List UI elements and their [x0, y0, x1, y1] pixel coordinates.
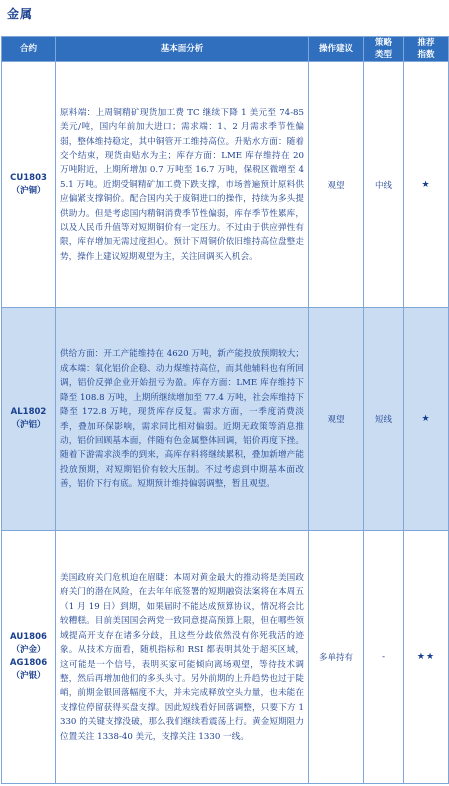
contract-code: AG1806 — [9, 658, 48, 668]
table-row-cu — [2, 62, 449, 308]
header-strategy-line1: 策略 — [374, 38, 392, 48]
strategy-cell: 中线 — [364, 62, 404, 308]
table-row-al — [2, 308, 449, 531]
rec-stars: ★ — [404, 308, 449, 531]
header-rec-line1: 推荐 — [417, 38, 435, 48]
section-title: 金属 — [7, 7, 34, 21]
contract-cell — [2, 62, 56, 308]
metals-strategy-table — [1, 36, 449, 784]
contract-code: CU1803 — [10, 172, 47, 183]
header-rec-line2: 指数 — [417, 50, 435, 60]
header-contract: 合约 — [2, 37, 56, 62]
advice-cell: 多单持有 — [309, 531, 364, 784]
contract-code: AU1806 — [10, 632, 47, 642]
advice-cell: 观望 — [309, 62, 364, 308]
advice-cell: 观望 — [309, 308, 364, 531]
contract-code: AL1802 — [10, 407, 47, 417]
header-strategy — [364, 37, 404, 62]
contract-cell — [2, 308, 56, 531]
contract-name: （沪铜） — [11, 185, 46, 196]
contract-cell — [2, 531, 56, 784]
strategy-cell: 短线 — [364, 308, 404, 531]
analysis-text: 原料端：上周铜精矿现货加工费 TC 继续下降 1 美元至 74-85 美元/吨，国内年前加大进口；需求端：1、2 月需求季节性偏弱，整体维持稳定，其中铜管开工维持高位。升贴水方面：随着交个结束，现货由贴水为主；库存方面：LME 库存维持在 20 万吨附近，上期所增加 0.7 万吨至 16.7 万吨，保税区微增至 45.1 万吨。近期受铜精矿加工费下跌支撑，市场普遍预计原料供应偏紧支撑铜价。配合国内关于废铜进口的操作，持续为多头提供助力。但是考虑国内精铜消费季节性偏弱，库存季节性累库，以及人民币升值等对短期铜价有一定压力。不过由于供应弹性有限，库存增加无需过度担心。预计下周铜价依旧维持高位盘整走势，操作上建议短期观望为主，关注回调买入机会。 — [56, 62, 309, 308]
rec-stars: ★ — [404, 62, 449, 308]
table-header-row — [2, 37, 449, 62]
strategy-cell: - — [364, 531, 404, 784]
contract-name: （沪银） — [11, 671, 46, 681]
table-row-au-ag — [2, 531, 449, 784]
header-strategy-line2: 类型 — [374, 50, 392, 60]
header-advice: 操作建议 — [309, 37, 364, 62]
contract-name: （沪金） — [11, 645, 46, 655]
analysis-text: 美国政府关门危机迫在眉睫：本周对黄金最大的推动将是美国政府关门的潜在风险，在去年年底签署的短期融资法案将在本周五（1 月 19 日）到期，如果届时不能达成预算协议，情况将会比较糟糕。目前美国国会两党一致同意提高预算上限，但在哪些领域提高开支存在诸多分歧，且这些分歧依然没有你死我活的迹象。从技术方面看，随机指标和 RSI 都表明其处于超买区域，这可能是一个信号，表明买家可能倾向离场观望，等待技术调整，然后再增加他们的多头头寸。另外前期的上升趋势也过于陡峭，前期金银回落幅度不大，并未完成释放空头力量，也未能在支撑位停留获得买盘支撑。因此短线看好回落调整，只要下方 1330 的关键支撑没破，那么我们继续看震荡上行。黄金短期阻力位置关注 1338-40 美元，支撑关注 1330 一线。 — [56, 531, 309, 784]
rec-stars: ★★ — [404, 531, 449, 784]
contract-name: （沪铝） — [11, 420, 46, 430]
header-rec — [404, 37, 449, 62]
analysis-text: 供给方面：开工产能维持在 4620 万吨，新产能投放预期较大；成本端：氧化铝价企稳、动力煤维持高位，而其他辅料也有所回调，铝价反弹企业开始扭亏为盈。库存方面：LME 库存维持下降至 108.8 万吨，上期所继续增加至 77.4 万吨，社会库维持下降至 172.8 万吨，现货库存反复。需求方面，一季度消费淡季，叠加环保影响，需求同比相对偏弱。近期无政策等消息推动，铝价回顾基本面，伴随有色金属整体回调，铝价再度下挫。随着下游需求淡季的到来，高库存料将继续累积，叠加新增产能投放预期，对短期铝价有较大压制。不过考虑到中期基本面改善，铝价下行有底。短期预计维持偏弱调整，暂且观望。 — [56, 308, 309, 531]
header-analysis: 基本面分析 — [56, 37, 309, 62]
